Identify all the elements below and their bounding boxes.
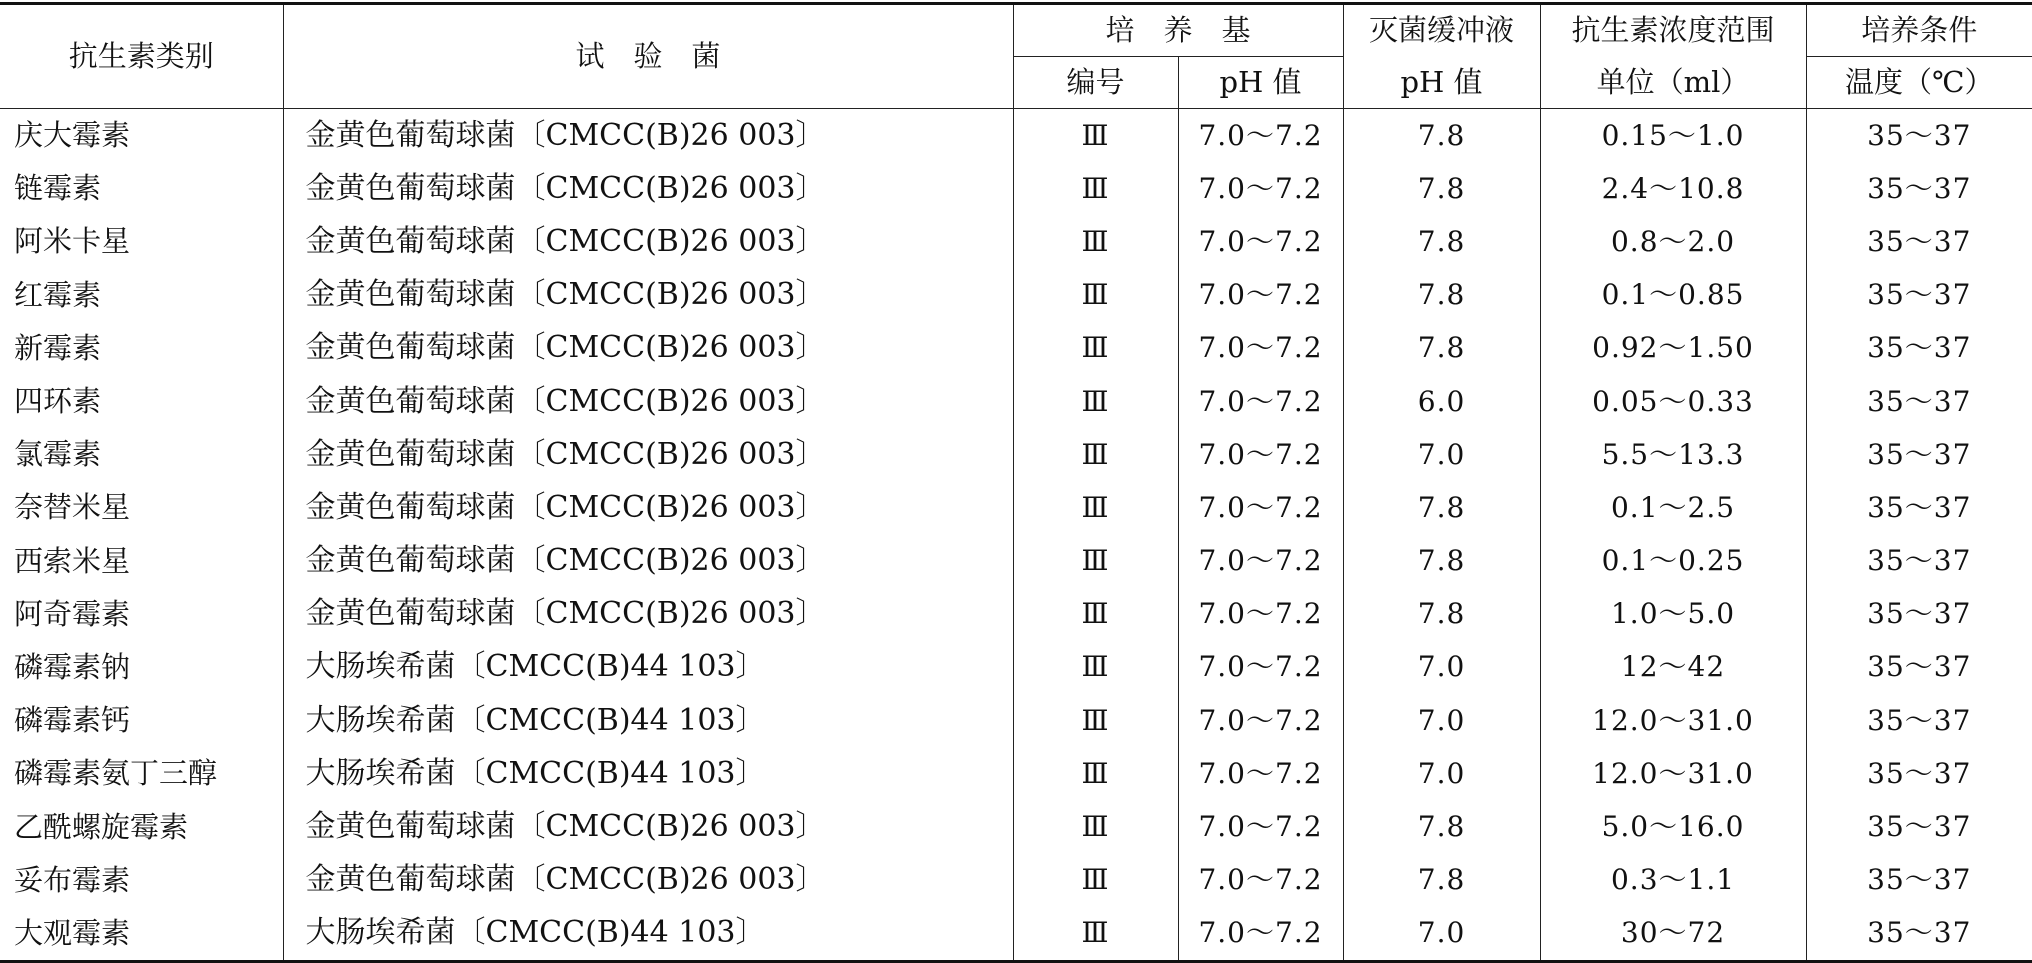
table-row (0, 215, 2032, 268)
cell-medium-number: Ⅲ (1013, 162, 1178, 215)
cell-strain: 金黄色葡萄球菌〔CMCC(B)26 003〕 (283, 854, 1013, 907)
table-body (0, 109, 2032, 962)
cell-medium-number: Ⅲ (1013, 854, 1178, 907)
table-row (0, 428, 2032, 481)
cell-buffer-ph: 7.8 (1343, 109, 1540, 163)
cell-strain: 大肠埃希菌〔CMCC(B)44 103〕 (283, 694, 1013, 747)
cell-strain: 金黄色葡萄球菌〔CMCC(B)26 003〕 (283, 535, 1013, 588)
table-row (0, 322, 2032, 375)
cell-medium-number: Ⅲ (1013, 322, 1178, 375)
header-temperature: 温度（℃） (1806, 57, 2032, 109)
cell-medium-ph: 7.0～7.2 (1178, 269, 1343, 322)
cell-medium-ph: 7.0～7.2 (1178, 322, 1343, 375)
cell-concentration-range: 2.4～10.8 (1540, 162, 1806, 215)
cell-antibiotic: 磷霉素钠 (14, 649, 131, 684)
cell-temperature: 35～37 (1806, 322, 2032, 375)
cell-strain: 金黄色葡萄球菌〔CMCC(B)26 003〕 (283, 375, 1013, 428)
cell-antibiotic: 阿奇霉素 (14, 596, 131, 631)
cell-antibiotic: 磷霉素钙 (14, 703, 131, 738)
cell-medium-number: Ⅲ (1013, 588, 1178, 641)
cell-temperature: 35～37 (1806, 588, 2032, 641)
cell-buffer-ph: 7.8 (1343, 481, 1540, 534)
cell-buffer-ph: 7.0 (1343, 694, 1540, 747)
cell-temperature: 35～37 (1806, 747, 2032, 800)
cell-antibiotic: 磷霉素氨丁三醇 (14, 756, 218, 791)
table-row (0, 481, 2032, 534)
table-row (0, 588, 2032, 641)
table-row (0, 907, 2032, 962)
cell-medium-ph: 7.0～7.2 (1178, 109, 1343, 163)
cell-buffer-ph: 7.0 (1343, 428, 1540, 481)
cell-concentration-range: 0.92～1.50 (1540, 322, 1806, 375)
cell-medium-number: Ⅲ (1013, 800, 1178, 853)
cell-strain: 大肠埃希菌〔CMCC(B)44 103〕 (283, 641, 1013, 694)
cell-strain: 金黄色葡萄球菌〔CMCC(B)26 003〕 (283, 162, 1013, 215)
cell-temperature: 35～37 (1806, 162, 2032, 215)
cell-strain: 金黄色葡萄球菌〔CMCC(B)26 003〕 (283, 322, 1013, 375)
table-row (0, 747, 2032, 800)
table-row (0, 162, 2032, 215)
cell-medium-number: Ⅲ (1013, 535, 1178, 588)
cell-antibiotic: 链霉素 (14, 171, 102, 206)
cell-medium-ph: 7.0～7.2 (1178, 641, 1343, 694)
cell-buffer-ph: 7.8 (1343, 535, 1540, 588)
cell-medium-ph: 7.0～7.2 (1178, 162, 1343, 215)
cell-temperature: 35～37 (1806, 854, 2032, 907)
cell-concentration-range: 1.0～5.0 (1540, 588, 1806, 641)
cell-antibiotic: 阿米卡星 (14, 224, 131, 259)
cell-medium-number: Ⅲ (1013, 269, 1178, 322)
cell-medium-ph: 7.0～7.2 (1178, 800, 1343, 853)
cell-strain: 金黄色葡萄球菌〔CMCC(B)26 003〕 (283, 481, 1013, 534)
cell-temperature: 35～37 (1806, 375, 2032, 428)
header-concentration-range: 抗生素浓度范围 (1540, 4, 1806, 57)
header-buffer-ph: pH 值 (1343, 57, 1540, 109)
table-row (0, 800, 2032, 853)
cell-medium-ph: 7.0～7.2 (1178, 588, 1343, 641)
cell-concentration-range: 0.1～0.25 (1540, 535, 1806, 588)
cell-concentration-range: 5.5～13.3 (1540, 428, 1806, 481)
cell-concentration-range: 5.0～16.0 (1540, 800, 1806, 853)
cell-medium-number: Ⅲ (1013, 907, 1178, 962)
cell-medium-number: Ⅲ (1013, 481, 1178, 534)
cell-concentration-range: 12.0～31.0 (1540, 694, 1806, 747)
cell-temperature: 35～37 (1806, 535, 2032, 588)
cell-antibiotic: 四环素 (14, 384, 102, 419)
cell-medium-number: Ⅲ (1013, 375, 1178, 428)
table-header (0, 4, 2032, 109)
cell-buffer-ph: 6.0 (1343, 375, 1540, 428)
cell-medium-ph: 7.0～7.2 (1178, 428, 1343, 481)
table-row (0, 641, 2032, 694)
cell-buffer-ph: 7.8 (1343, 162, 1540, 215)
cell-medium-ph: 7.0～7.2 (1178, 375, 1343, 428)
cell-antibiotic: 红霉素 (14, 277, 102, 312)
cell-antibiotic: 氯霉素 (14, 437, 102, 472)
header-row-1 (0, 4, 2032, 57)
header-culture-medium: 培 养 基 (1013, 4, 1343, 57)
header-medium-number: 编号 (1013, 57, 1178, 109)
cell-buffer-ph: 7.0 (1343, 907, 1540, 962)
cell-medium-ph: 7.0～7.2 (1178, 907, 1343, 962)
table-row (0, 854, 2032, 907)
header-concentration-unit: 单位（ml） (1540, 57, 1806, 109)
cell-concentration-range: 0.3～1.1 (1540, 854, 1806, 907)
cell-buffer-ph: 7.8 (1343, 854, 1540, 907)
cell-medium-number: Ⅲ (1013, 747, 1178, 800)
cell-medium-ph: 7.0～7.2 (1178, 215, 1343, 268)
cell-medium-ph: 7.0～7.2 (1178, 535, 1343, 588)
cell-strain: 大肠埃希菌〔CMCC(B)44 103〕 (283, 907, 1013, 962)
cell-medium-ph: 7.0～7.2 (1178, 854, 1343, 907)
cell-concentration-range: 12～42 (1540, 641, 1806, 694)
cell-temperature: 35～37 (1806, 800, 2032, 853)
cell-temperature: 35～37 (1806, 215, 2032, 268)
cell-temperature: 35～37 (1806, 109, 2032, 163)
antibiotic-assay-table (0, 2, 2032, 963)
table-row (0, 375, 2032, 428)
header-antibiotic-category: 抗生素类别 (0, 4, 283, 109)
cell-temperature: 35～37 (1806, 481, 2032, 534)
cell-buffer-ph: 7.8 (1343, 800, 1540, 853)
cell-medium-number: Ⅲ (1013, 109, 1178, 163)
header-test-strain: 试 验 菌 (283, 4, 1013, 109)
cell-buffer-ph: 7.0 (1343, 747, 1540, 800)
cell-medium-number: Ⅲ (1013, 215, 1178, 268)
cell-buffer-ph: 7.8 (1343, 588, 1540, 641)
cell-strain: 金黄色葡萄球菌〔CMCC(B)26 003〕 (283, 428, 1013, 481)
cell-concentration-range: 30～72 (1540, 907, 1806, 962)
header-medium-ph: pH 值 (1178, 57, 1343, 109)
cell-temperature: 35～37 (1806, 269, 2032, 322)
cell-concentration-range: 0.15～1.0 (1540, 109, 1806, 163)
cell-strain: 金黄色葡萄球菌〔CMCC(B)26 003〕 (283, 269, 1013, 322)
cell-medium-number: Ⅲ (1013, 641, 1178, 694)
cell-medium-ph: 7.0～7.2 (1178, 694, 1343, 747)
cell-buffer-ph: 7.8 (1343, 269, 1540, 322)
cell-antibiotic: 新霉素 (14, 330, 102, 365)
cell-temperature: 35～37 (1806, 428, 2032, 481)
cell-strain: 金黄色葡萄球菌〔CMCC(B)26 003〕 (283, 588, 1013, 641)
cell-antibiotic: 妥布霉素 (14, 862, 131, 897)
cell-strain: 金黄色葡萄球菌〔CMCC(B)26 003〕 (283, 109, 1013, 163)
table-row (0, 694, 2032, 747)
cell-temperature: 35～37 (1806, 907, 2032, 962)
cell-strain: 金黄色葡萄球菌〔CMCC(B)26 003〕 (283, 800, 1013, 853)
cell-concentration-range: 0.8～2.0 (1540, 215, 1806, 268)
table-row (0, 535, 2032, 588)
cell-medium-number: Ⅲ (1013, 694, 1178, 747)
cell-antibiotic: 乙酰螺旋霉素 (14, 809, 189, 844)
cell-antibiotic: 西索米星 (14, 543, 131, 578)
cell-buffer-ph: 7.8 (1343, 322, 1540, 375)
cell-buffer-ph: 7.0 (1343, 641, 1540, 694)
table-row (0, 269, 2032, 322)
cell-concentration-range: 0.1～0.85 (1540, 269, 1806, 322)
cell-antibiotic: 庆大霉素 (14, 118, 131, 153)
header-buffer: 灭菌缓冲液 (1343, 4, 1540, 57)
header-culture-conditions: 培养条件 (1806, 4, 2032, 57)
table-row (0, 109, 2032, 163)
cell-strain: 金黄色葡萄球菌〔CMCC(B)26 003〕 (283, 215, 1013, 268)
cell-medium-number: Ⅲ (1013, 428, 1178, 481)
cell-buffer-ph: 7.8 (1343, 215, 1540, 268)
cell-temperature: 35～37 (1806, 694, 2032, 747)
cell-concentration-range: 12.0～31.0 (1540, 747, 1806, 800)
cell-concentration-range: 0.05～0.33 (1540, 375, 1806, 428)
cell-medium-ph: 7.0～7.2 (1178, 747, 1343, 800)
cell-concentration-range: 0.1～2.5 (1540, 481, 1806, 534)
cell-strain: 大肠埃希菌〔CMCC(B)44 103〕 (283, 747, 1013, 800)
cell-antibiotic: 大观霉素 (0, 907, 283, 962)
cell-antibiotic: 奈替米星 (14, 490, 131, 525)
cell-temperature: 35～37 (1806, 641, 2032, 694)
cell-medium-ph: 7.0～7.2 (1178, 481, 1343, 534)
